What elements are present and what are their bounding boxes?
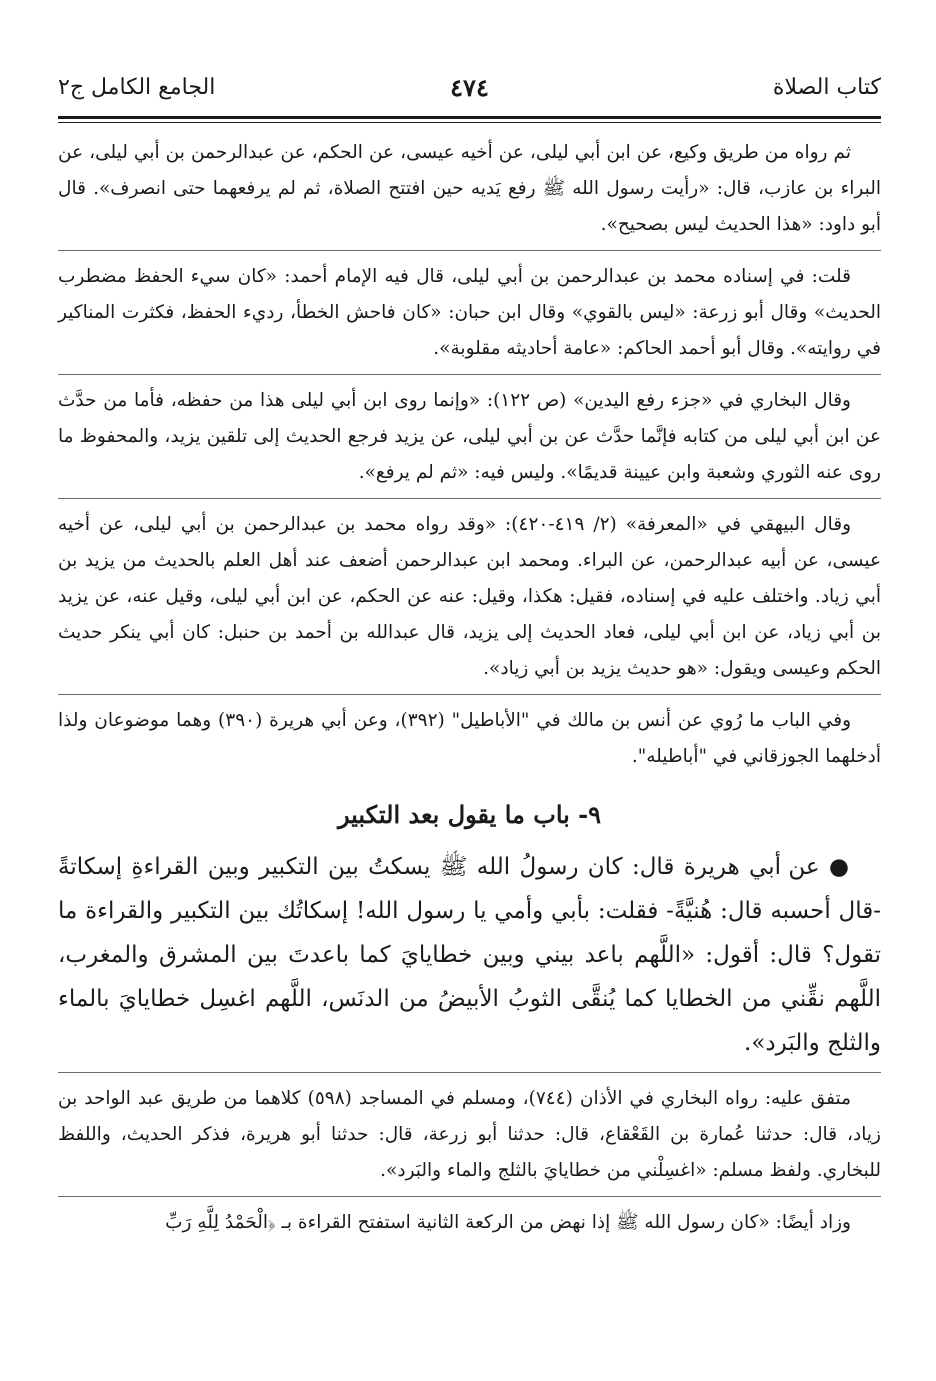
page-number: ٤٧٤	[450, 73, 489, 102]
paragraph-fabricated-narrations: وفي الباب ما رُوي عن أنس بن مالك في "الأباطيل" (٣٩٢)، وعن أبي هريرة (٣٩٠) وهما موضوعان ولذا أدخلهما الجوزقاني في "أباطيله".	[58, 710, 881, 767]
paragraph-takhrij: متفق عليه: رواه البخاري في الأذان (٧٤٤)، ومسلم في المساجد (٥٩٨) كلاهما من طريق عبد الواحد بن زياد، قال: حدثنا عُمارة بن القَعْقاع، قال: حدثنا أبو زرعة، قال: حدثنا أبو هريرة، فذكر الحديث، واللفظ للبخاري. ولفظ مسلم: «اغسِلْني من خطايايَ بالثلج والماء والبَرد».	[58, 1088, 881, 1181]
book-title: الجامع الكامل ج٢	[58, 75, 216, 100]
paragraph-separator	[58, 694, 881, 695]
paragraph-bayhaqi-quote: وقال البيهقي في «المعرفة» (٢/ ٤١٩-٤٢٠): «وقد رواه محمد بن عبدالرحمن بن أبي ليلى، عن أخيه عيسى، عن أبيه عبدالرحمن، عن البراء. ومحمد ابن عبدالرحمن أضعف عند أهل العلم بالحديث من يزيد بن أبي زياد. واختلف عليه في إسناده، فقيل: هكذا، وقيل: عنه عن الحكم، عن ابن أبي ليلى، وقيل عنه، عن يزيد بن أبي زياد، عن ابن أبي ليلى، فعاد الحديث إلى يزيد، قال عبدالله بن أحمد بن حنبل: كان أبي ينكر حديث الحكم وعيسى ويقول: «هو حديث يزيد بن أبي زياد».	[58, 514, 881, 679]
running-header	[58, 68, 881, 108]
paragraph-separator	[58, 1072, 881, 1073]
header-rule-thin	[58, 122, 881, 123]
paragraph-addition: وزاد أيضًا: «كان رسول الله ﷺ إذا نهض من الركعة الثانية استفتح القراءة بـ ﴿الْحَمْدُ لِلَّهِ رَبِّ	[165, 1212, 851, 1233]
chapter-heading: ٩- باب ما يقول بعد التكبير	[337, 800, 602, 829]
paragraph-separator	[58, 374, 881, 375]
paragraph-bukhari-quote: وقال البخاري في «جزء رفع اليدين» (ص ١٢٢): «وإنما روى ابن أبي ليلى هذا من حفظه، فأما من حدَّث عن ابن أبي ليلى من كتابه فإنَّما حدَّث عن بن أبي ليلى، عن يزيد فرجع الحديث إلى تلقين يزيد، والمحفوظ ما روى عنه الثوري وشعبة وابن عيينة قديمًا». وليس فيه: «ثم لم يرفع».	[58, 390, 881, 483]
paragraph-separator	[58, 498, 881, 499]
hadith-text	[58, 845, 881, 1065]
paragraph-separator	[58, 250, 881, 251]
paragraph-wakee-narration: ثم رواه من طريق وكيع، عن ابن أبي ليلى، عن أخيه عيسى، عن الحكم، عن عبدالرحمن بن أبي ليلى، عن البراء بن عازب، قال: «رأيت رسول الله ﷺ رفع يَديه حين افتتح الصلاة، ثم لم يرفعهما حتى انصرف». قال أبو داود: «هذا الحديث ليس بصحيح».	[58, 142, 881, 235]
paragraph-ibn-abi-layla-critique: قلت: في إسناده محمد بن عبدالرحمن بن أبي ليلى، قال فيه الإمام أحمد: «كان سيء الحفظ مضطرب الحديث» وقال أبو زرعة: «ليس بالقوي» وقال ابن حبان: «كان فاحش الخطأ، رديء الحفظ، فكثرت المناكير في روايته». وقال أبو أحمد الحاكم: «عامة أحاديثه مقلوبة».	[58, 266, 881, 359]
bullet-icon: ●	[828, 854, 851, 880]
page-content	[58, 135, 881, 1241]
paragraph-separator	[58, 1196, 881, 1197]
chapter-title: كتاب الصلاة	[772, 75, 881, 100]
header-rule-thick	[58, 116, 881, 119]
hadith-body: عن أبي هريرة قال: كان رسولُ الله ﷺ يسكتُ بين التكبير وبين القراءةِ إسكاتةً -قال أحسبه قال: هُنيَّةً- فقلت: بأبي وأمي يا رسول الله! إسكاتُك بين التكبير والقراءة ما تقول؟ قال: أقول: «اللَّهم باعد بيني وبين خطايايَ كما باعدتَ بين المشرق والمغرب، اللَّهم نقِّني من الخطايا كما يُنقَّى الثوبُ الأبيضُ من الدنَس، اللَّهم اغسِل خطايايَ بالماء والثلج والبَرد».	[58, 854, 881, 1056]
